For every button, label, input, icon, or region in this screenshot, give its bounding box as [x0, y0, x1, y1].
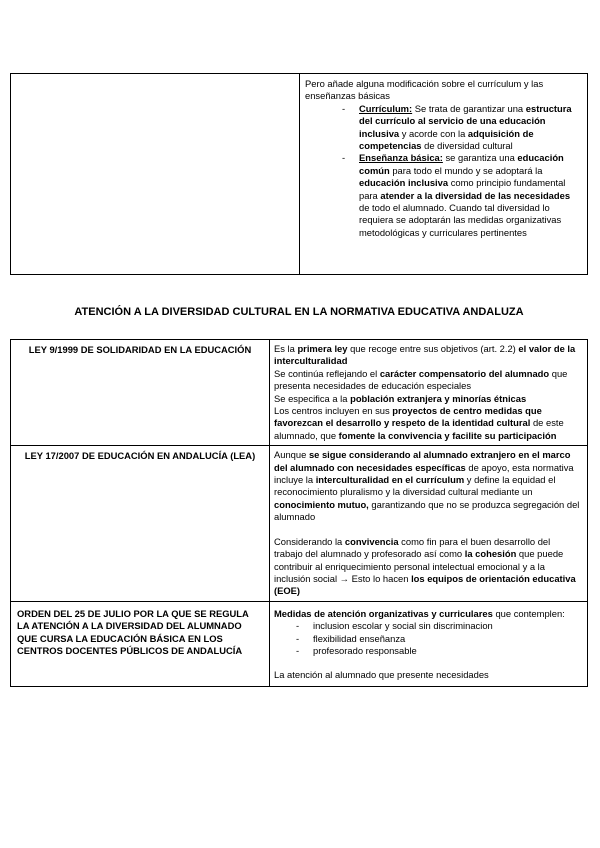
description-cell	[270, 446, 588, 601]
paragraph: Medidas de atención organizativas y curriculares que contemplen:	[274, 607, 565, 619]
description-cell	[270, 601, 588, 686]
paragraph: Se continúa reflejando el carácter compensatorio del alumnado que presenta necesidades de educación especiales	[274, 367, 568, 392]
law-cell: LEY 17/2007 DE EDUCACIÓN EN ANDALUCÍA (LEA)	[11, 446, 270, 601]
measures-list	[274, 620, 581, 657]
curriculum-cell	[300, 74, 588, 275]
empty-left-cell	[11, 74, 300, 275]
table-row	[11, 601, 588, 686]
list-item: - inclusion escolar y social sin discriminacion	[296, 620, 581, 632]
table-row	[11, 446, 588, 601]
table-row	[11, 340, 588, 446]
modification-list	[305, 103, 581, 239]
law-cell: ORDEN DEL 25 DE JULIO POR LA QUE SE REGULA LA ATENCIÓN A LA DIVERSIDAD DEL ALUMNADO QUE CURSA LA EDUCACIÓN BÁSICA EN LOS CENTROS DOCENTES PÚBLICOS DE ANDALUCÍA	[11, 601, 270, 686]
law-cell: LEY 9/1999 DE SOLIDARIDAD EN LA EDUCACIÓN	[11, 340, 270, 446]
continuation-table	[10, 73, 588, 275]
list-item: - flexibilidad enseñanza	[296, 633, 581, 645]
list-item-ensenanza: - Enseñanza básica: se garantiza una educación común para todo el mundo y se adoptará la educación inclusiva como principio fundamental para atender a la diversidad de las necesidades de todo el alumnado. Cuando tal diversidad lo requiera se adoptarán las medidas organizativas metodológicas y curriculares pertinentes	[342, 152, 581, 239]
description-cell	[270, 340, 588, 446]
list-item: - profesorado responsable	[296, 645, 581, 657]
paragraph: Se especifica a la población extranjera y minorías étnicas	[274, 392, 527, 404]
paragraph: Aunque se sigue considerando al alumnado extranjero en el marco del alumnado con necesidades específicas de apoyo, esta normativa incluye la interculturalidad en el currículum y define la equidad el reconocimiento pluralismo y la diversidad cultural mediante un conocimiento mutuo, garantizando que no se produzca segregación del alumnado	[274, 449, 580, 523]
list-item-curriculum: - Currículum: Se trata de garantizar una estructura del currículo al servicio de una educación inclusiva y acorde con la adquisición de competencias de diversidad cultural	[342, 103, 581, 153]
intro-text: Pero añade alguna modificación sobre el currículum y las enseñanzas básicas	[305, 78, 544, 102]
normativa-table	[10, 339, 588, 687]
paragraph: Es la primera ley que recoge entre sus objetivos (art. 2.2) el valor de la interculturalidad	[274, 343, 576, 367]
section-title: ATENCIÓN A LA DIVERSIDAD CULTURAL EN LA NORMATIVA EDUCATIVA ANDALUZA	[74, 306, 524, 318]
paragraph: Los centros incluyen en sus proyectos de centro medidas que favorezcan el desarrollo y respeto de la identidad cultural de este alumnado, que fomente la convivencia y facilite su participación	[274, 405, 564, 441]
paragraph: Considerando la convivencia como fin para el buen desarrollo del trabajo del alumnado y profesorado así como la cohesión que puede contribuir al enriquecimiento personal intelectual emocional y a la inclusión social → Esto lo hacen los equipos de orientación educativa (EOE)	[274, 535, 576, 597]
paragraph: La atención al alumnado que presente necesidades	[274, 669, 489, 681]
